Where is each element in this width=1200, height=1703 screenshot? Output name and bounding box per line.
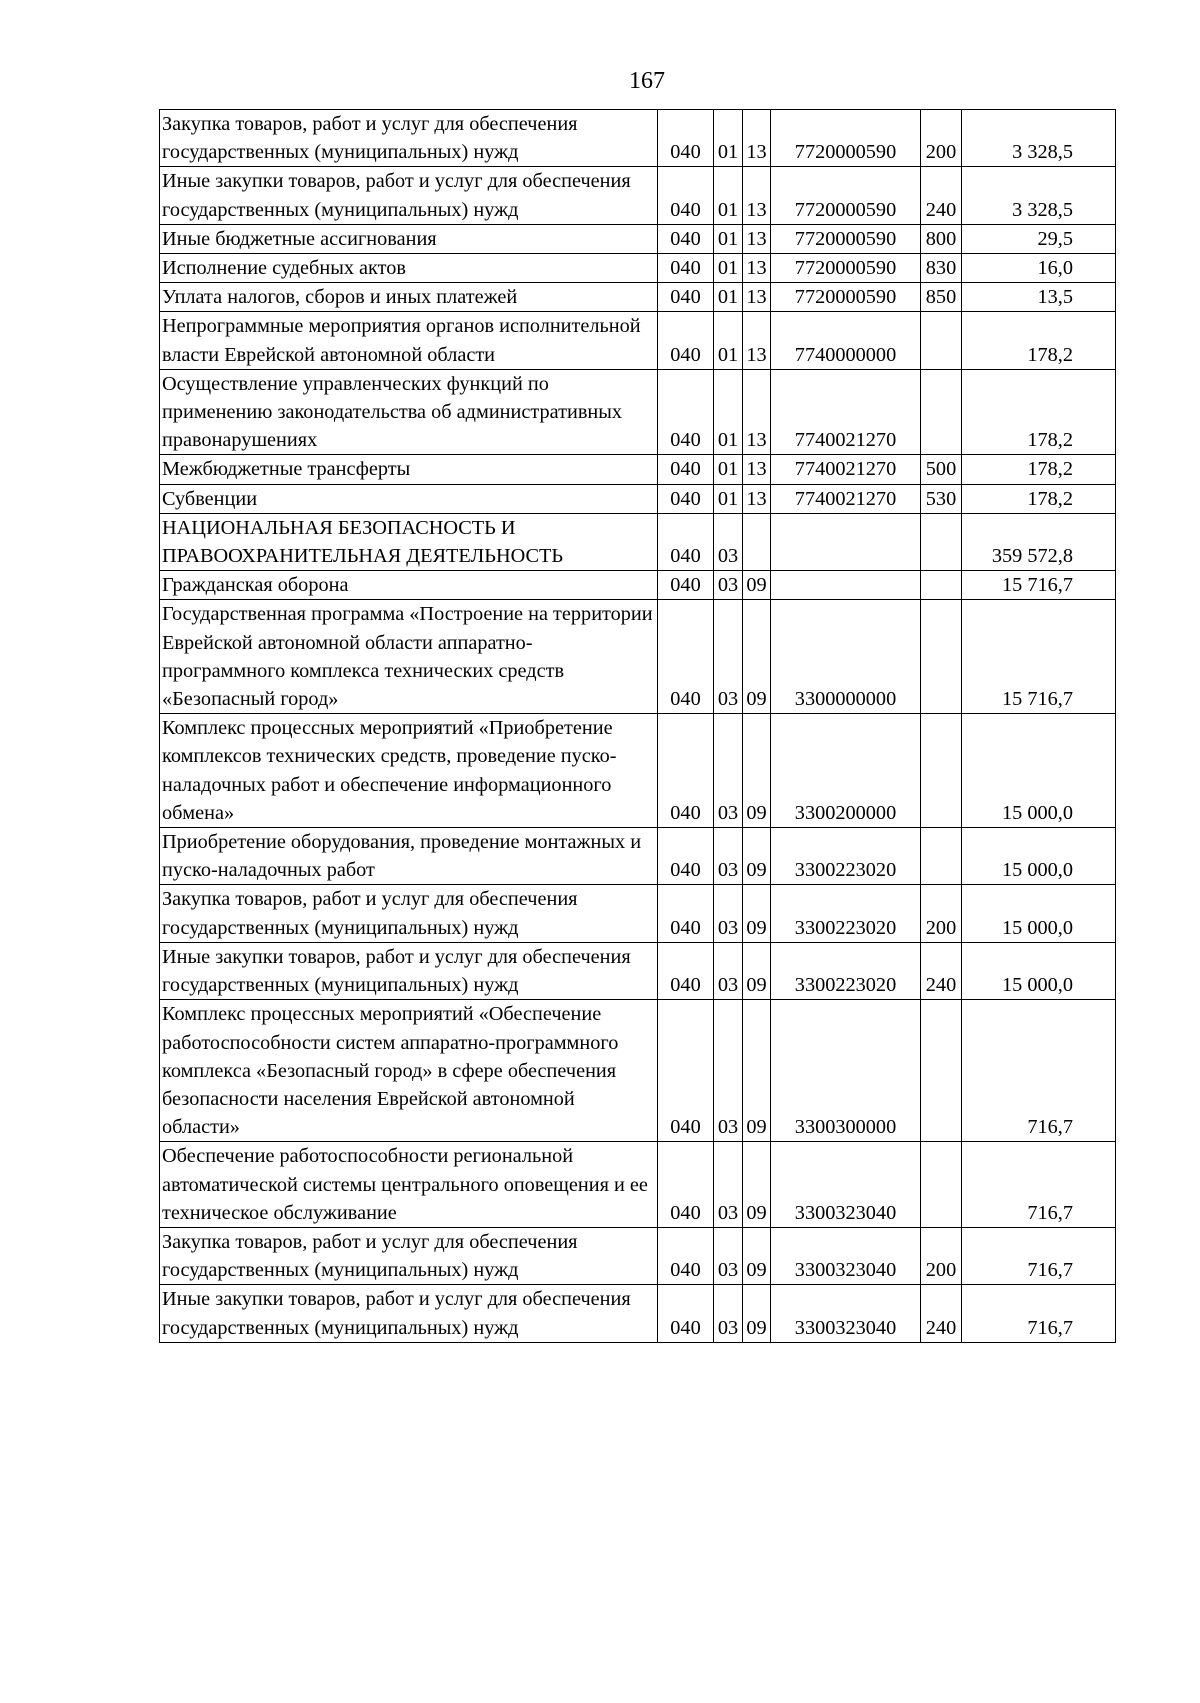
ministry-code-cell: 040 bbox=[658, 942, 714, 999]
expense-type-cell: 240 bbox=[921, 1285, 962, 1342]
ministry-code-cell: 040 bbox=[658, 110, 714, 167]
table-row bbox=[160, 283, 1116, 312]
table-row bbox=[160, 885, 1116, 942]
expense-type-cell: 800 bbox=[921, 224, 962, 253]
expense-type-cell: 200 bbox=[921, 110, 962, 167]
expense-type-cell bbox=[921, 369, 962, 455]
row-name-cell: Обеспечение работоспособности региональной автоматической системы центрального оповещения и ее техническое обслуживание bbox=[160, 1142, 658, 1228]
amount-cell: 15 000,0 bbox=[962, 942, 1116, 999]
ministry-code-cell: 040 bbox=[658, 254, 714, 283]
expense-type-cell bbox=[921, 513, 962, 570]
amount-cell: 16,0 bbox=[962, 254, 1116, 283]
target-article-cell: 3300223020 bbox=[771, 885, 921, 942]
row-name-cell: Субвенции bbox=[160, 484, 658, 513]
expense-type-cell bbox=[921, 714, 962, 828]
amount-cell: 15 000,0 bbox=[962, 885, 1116, 942]
amount-cell: 716,7 bbox=[962, 1227, 1116, 1284]
section-code-cell: 03 bbox=[714, 942, 743, 999]
section-code-cell: 01 bbox=[714, 283, 743, 312]
amount-cell: 716,7 bbox=[962, 1285, 1116, 1342]
ministry-code-cell: 040 bbox=[658, 369, 714, 455]
amount-cell: 178,2 bbox=[962, 369, 1116, 455]
subsection-code-cell bbox=[743, 513, 771, 570]
subsection-code-cell: 09 bbox=[743, 571, 771, 600]
expense-type-cell bbox=[921, 600, 962, 714]
section-code-cell: 03 bbox=[714, 1285, 743, 1342]
row-name-cell: Приобретение оборудования, проведение монтажных и пуско-наладочных работ bbox=[160, 828, 658, 885]
table-row bbox=[160, 312, 1116, 369]
subsection-code-cell: 09 bbox=[743, 1142, 771, 1228]
expense-type-cell: 240 bbox=[921, 167, 962, 224]
expense-type-cell: 200 bbox=[921, 1227, 962, 1284]
expense-type-cell bbox=[921, 312, 962, 369]
expense-type-cell: 530 bbox=[921, 484, 962, 513]
section-code-cell: 01 bbox=[714, 312, 743, 369]
row-name-cell: Гражданская оборона bbox=[160, 571, 658, 600]
row-name-cell: Иные закупки товаров, работ и услуг для обеспечения государственных (муниципальных) нужд bbox=[160, 167, 658, 224]
row-name-cell: Закупка товаров, работ и услуг для обеспечения государственных (муниципальных) нужд bbox=[160, 885, 658, 942]
row-name-cell: Комплекс процессных мероприятий «Приобретение комплексов технических средств, проведение пуско-наладочных работ и обеспечение информационного обмена» bbox=[160, 714, 658, 828]
target-article-cell bbox=[771, 571, 921, 600]
ministry-code-cell: 040 bbox=[658, 513, 714, 570]
table-row bbox=[160, 254, 1116, 283]
target-article-cell: 7720000590 bbox=[771, 224, 921, 253]
section-code-cell: 03 bbox=[714, 714, 743, 828]
ministry-code-cell: 040 bbox=[658, 283, 714, 312]
table-row bbox=[160, 1285, 1116, 1342]
expense-type-cell: 500 bbox=[921, 455, 962, 484]
row-name-cell: Иные закупки товаров, работ и услуг для обеспечения государственных (муниципальных) нужд bbox=[160, 1285, 658, 1342]
amount-cell: 716,7 bbox=[962, 1142, 1116, 1228]
section-code-cell: 03 bbox=[714, 1227, 743, 1284]
subsection-code-cell: 09 bbox=[743, 714, 771, 828]
target-article-cell: 3300323040 bbox=[771, 1142, 921, 1228]
table-row bbox=[160, 110, 1116, 167]
target-article-cell: 3300223020 bbox=[771, 942, 921, 999]
ministry-code-cell: 040 bbox=[658, 1227, 714, 1284]
section-code-cell: 01 bbox=[714, 369, 743, 455]
subsection-code-cell: 09 bbox=[743, 942, 771, 999]
table-row bbox=[160, 369, 1116, 455]
section-code-cell: 03 bbox=[714, 1000, 743, 1142]
section-code-cell: 03 bbox=[714, 571, 743, 600]
expense-type-cell: 850 bbox=[921, 283, 962, 312]
expense-type-cell: 200 bbox=[921, 885, 962, 942]
row-name-cell: Государственная программа «Построение на территории Еврейской автономной области аппаратно-программного комплекса технических средств «Безопасный город» bbox=[160, 600, 658, 714]
amount-cell: 15 716,7 bbox=[962, 571, 1116, 600]
table-row bbox=[160, 167, 1116, 224]
row-name-cell: Комплекс процессных мероприятий «Обеспечение работоспособности систем аппаратно-программного комплекса «Безопасный город» в сфере обеспечения безопасности населения Еврейской автономной области» bbox=[160, 1000, 658, 1142]
section-code-cell: 03 bbox=[714, 1142, 743, 1228]
ministry-code-cell: 040 bbox=[658, 1142, 714, 1228]
subsection-code-cell: 09 bbox=[743, 885, 771, 942]
subsection-code-cell: 13 bbox=[743, 110, 771, 167]
section-code-cell: 03 bbox=[714, 885, 743, 942]
row-name-cell: Межбюджетные трансферты bbox=[160, 455, 658, 484]
ministry-code-cell: 040 bbox=[658, 167, 714, 224]
subsection-code-cell: 13 bbox=[743, 455, 771, 484]
row-name-cell: Уплата налогов, сборов и иных платежей bbox=[160, 283, 658, 312]
table-row bbox=[160, 513, 1116, 570]
section-code-cell: 03 bbox=[714, 828, 743, 885]
expense-type-cell: 240 bbox=[921, 942, 962, 999]
subsection-code-cell: 13 bbox=[743, 369, 771, 455]
target-article-cell: 7740021270 bbox=[771, 369, 921, 455]
section-code-cell: 03 bbox=[714, 600, 743, 714]
table-row bbox=[160, 942, 1116, 999]
target-article-cell: 7740021270 bbox=[771, 455, 921, 484]
budget-table-body bbox=[160, 110, 1116, 1343]
subsection-code-cell: 13 bbox=[743, 254, 771, 283]
section-code-cell: 01 bbox=[714, 254, 743, 283]
table-row bbox=[160, 224, 1116, 253]
subsection-code-cell: 13 bbox=[743, 167, 771, 224]
ministry-code-cell: 040 bbox=[658, 1285, 714, 1342]
amount-cell: 716,7 bbox=[962, 1000, 1116, 1142]
amount-cell: 15 000,0 bbox=[962, 714, 1116, 828]
subsection-code-cell: 09 bbox=[743, 600, 771, 714]
target-article-cell: 3300223020 bbox=[771, 828, 921, 885]
ministry-code-cell: 040 bbox=[658, 484, 714, 513]
table-row bbox=[160, 714, 1116, 828]
expense-type-cell bbox=[921, 571, 962, 600]
section-code-cell: 01 bbox=[714, 110, 743, 167]
amount-cell: 13,5 bbox=[962, 283, 1116, 312]
amount-cell: 3 328,5 bbox=[962, 167, 1116, 224]
row-name-cell: Иные бюджетные ассигнования bbox=[160, 224, 658, 253]
ministry-code-cell: 040 bbox=[658, 1000, 714, 1142]
subsection-code-cell: 13 bbox=[743, 484, 771, 513]
target-article-cell: 3300323040 bbox=[771, 1285, 921, 1342]
target-article-cell: 7720000590 bbox=[771, 254, 921, 283]
table-row bbox=[160, 600, 1116, 714]
ministry-code-cell: 040 bbox=[658, 455, 714, 484]
target-article-cell: 7720000590 bbox=[771, 283, 921, 312]
budget-table bbox=[159, 109, 1116, 1343]
section-code-cell: 01 bbox=[714, 484, 743, 513]
row-name-cell: НАЦИОНАЛЬНАЯ БЕЗОПАСНОСТЬ И ПРАВООХРАНИТЕЛЬНАЯ ДЕЯТЕЛЬНОСТЬ bbox=[160, 513, 658, 570]
subsection-code-cell: 09 bbox=[743, 828, 771, 885]
table-row bbox=[160, 571, 1116, 600]
target-article-cell: 3300200000 bbox=[771, 714, 921, 828]
target-article-cell: 3300300000 bbox=[771, 1000, 921, 1142]
amount-cell: 178,2 bbox=[962, 312, 1116, 369]
ministry-code-cell: 040 bbox=[658, 885, 714, 942]
target-article-cell: 7740021270 bbox=[771, 484, 921, 513]
target-article-cell: 3300323040 bbox=[771, 1227, 921, 1284]
ministry-code-cell: 040 bbox=[658, 224, 714, 253]
target-article-cell: 7720000590 bbox=[771, 167, 921, 224]
page-number: 167 bbox=[629, 68, 665, 94]
subsection-code-cell: 13 bbox=[743, 224, 771, 253]
table-row bbox=[160, 455, 1116, 484]
ministry-code-cell: 040 bbox=[658, 600, 714, 714]
expense-type-cell: 830 bbox=[921, 254, 962, 283]
amount-cell: 178,2 bbox=[962, 455, 1116, 484]
ministry-code-cell: 040 bbox=[658, 312, 714, 369]
subsection-code-cell: 09 bbox=[743, 1285, 771, 1342]
section-code-cell: 03 bbox=[714, 513, 743, 570]
expense-type-cell bbox=[921, 828, 962, 885]
target-article-cell bbox=[771, 513, 921, 570]
table-row bbox=[160, 828, 1116, 885]
amount-cell: 178,2 bbox=[962, 484, 1116, 513]
target-article-cell: 3300000000 bbox=[771, 600, 921, 714]
table-row bbox=[160, 484, 1116, 513]
table-row bbox=[160, 1227, 1116, 1284]
row-name-cell: Закупка товаров, работ и услуг для обеспечения государственных (муниципальных) нужд bbox=[160, 110, 658, 167]
target-article-cell: 7720000590 bbox=[771, 110, 921, 167]
ministry-code-cell: 040 bbox=[658, 828, 714, 885]
row-name-cell: Осуществление управленческих функций по применению законодательства об административных правонарушениях bbox=[160, 369, 658, 455]
ministry-code-cell: 040 bbox=[658, 714, 714, 828]
table-row bbox=[160, 1142, 1116, 1228]
table-row bbox=[160, 1000, 1116, 1142]
amount-cell: 359 572,8 bbox=[962, 513, 1116, 570]
section-code-cell: 01 bbox=[714, 455, 743, 484]
row-name-cell: Исполнение судебных актов bbox=[160, 254, 658, 283]
row-name-cell: Непрограммные мероприятия органов исполнительной власти Еврейской автономной области bbox=[160, 312, 658, 369]
subsection-code-cell: 09 bbox=[743, 1227, 771, 1284]
target-article-cell: 7740000000 bbox=[771, 312, 921, 369]
section-code-cell: 01 bbox=[714, 224, 743, 253]
row-name-cell: Иные закупки товаров, работ и услуг для обеспечения государственных (муниципальных) нужд bbox=[160, 942, 658, 999]
expense-type-cell bbox=[921, 1000, 962, 1142]
amount-cell: 15 716,7 bbox=[962, 600, 1116, 714]
row-name-cell: Закупка товаров, работ и услуг для обеспечения государственных (муниципальных) нужд bbox=[160, 1227, 658, 1284]
amount-cell: 15 000,0 bbox=[962, 828, 1116, 885]
subsection-code-cell: 09 bbox=[743, 1000, 771, 1142]
ministry-code-cell: 040 bbox=[658, 571, 714, 600]
amount-cell: 29,5 bbox=[962, 224, 1116, 253]
subsection-code-cell: 13 bbox=[743, 283, 771, 312]
amount-cell: 3 328,5 bbox=[962, 110, 1116, 167]
subsection-code-cell: 13 bbox=[743, 312, 771, 369]
expense-type-cell bbox=[921, 1142, 962, 1228]
section-code-cell: 01 bbox=[714, 167, 743, 224]
